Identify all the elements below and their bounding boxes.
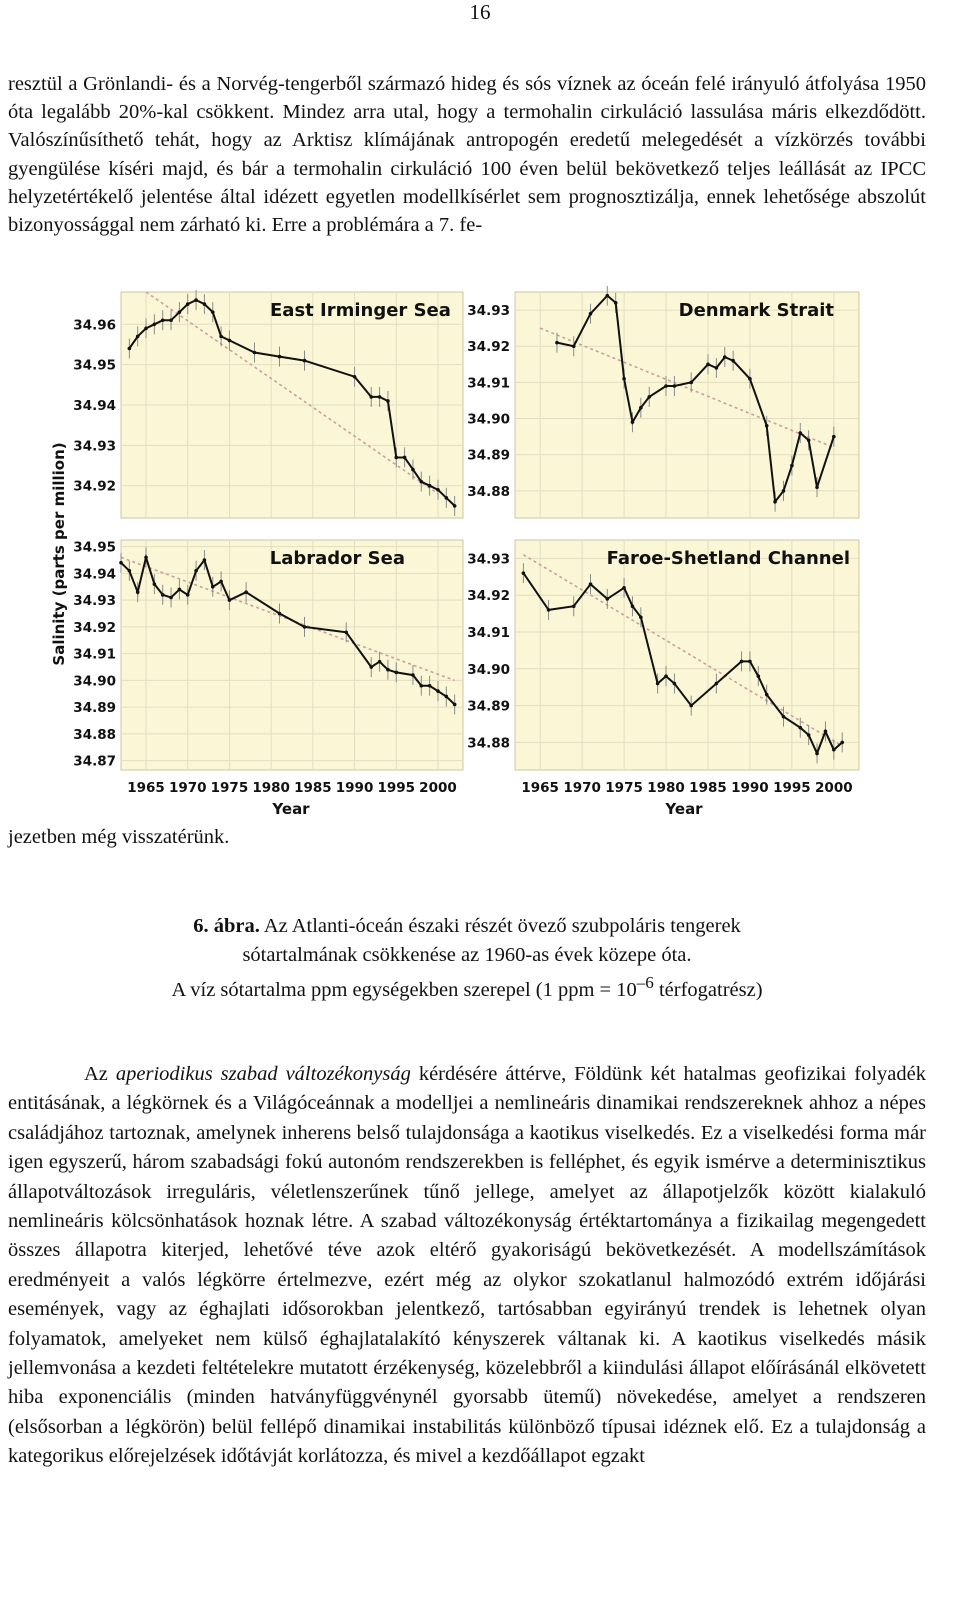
x-tick-label: 1975 (210, 780, 249, 796)
data-point (161, 318, 165, 322)
page-number: 16 (469, 0, 491, 24)
y-tick-label: 34.96 (73, 317, 116, 334)
x-tick-label: 1995 (773, 780, 811, 796)
data-point (605, 294, 609, 298)
data-point (228, 598, 232, 602)
data-point (136, 590, 140, 594)
data-point (186, 302, 190, 306)
y-tick-label: 34.92 (73, 478, 116, 495)
x-tick-label: 1985 (294, 780, 332, 796)
data-point (765, 424, 769, 428)
data-point (673, 682, 677, 686)
caption-text-3a: A víz sótartalma ppm egységekben szerepel (1 ppm = 10 (171, 978, 637, 1001)
data-point (428, 484, 432, 488)
data-point (715, 366, 719, 370)
y-tick-label: 34.92 (467, 588, 510, 605)
data-point (178, 588, 182, 592)
data-point (386, 399, 390, 403)
salinity-figure (40, 286, 900, 820)
data-point (153, 582, 157, 586)
data-point (169, 596, 173, 600)
data-point (790, 464, 794, 468)
data-point (656, 682, 660, 686)
data-point (445, 695, 449, 699)
data-point (639, 406, 643, 410)
y-tick-label: 34.88 (73, 726, 116, 743)
x-tick-label: 1985 (689, 780, 727, 796)
chart-panel-2 (515, 292, 859, 518)
chart-title: Labrador Sea (269, 548, 405, 569)
data-point (436, 689, 440, 693)
data-point (378, 395, 382, 399)
y-tick-label: 34.93 (73, 593, 116, 610)
data-point (614, 301, 618, 305)
x-tick-label: 1970 (563, 780, 601, 796)
data-point (589, 582, 593, 586)
data-point (219, 335, 223, 339)
data-point (673, 384, 677, 388)
data-point (344, 630, 348, 634)
data-point (706, 363, 710, 367)
y-tick-label: 34.95 (73, 357, 116, 374)
data-point (689, 704, 693, 708)
y-tick-label: 34.93 (467, 551, 510, 568)
data-point (119, 561, 123, 565)
data-point (194, 569, 198, 573)
data-point (153, 322, 157, 326)
data-point (664, 384, 668, 388)
data-point (253, 351, 257, 355)
data-point (824, 730, 828, 734)
data-point (303, 625, 307, 629)
data-point (840, 741, 844, 745)
data-point (798, 431, 802, 435)
paragraph-top: resztül a Grönlandi- és a Norvég-tengerből származó hideg és sós víznek az óceán felé irányuló átfolyása 1950 óta legalább 20%-kal csökkent. Mindez arra utal, hogy a termohalin cirkuláció lassulása máris elkezdődött. Valószínűsíthető tehát, hogy az Arktisz klímájának antropogén eredetű melegedését a vízkörzés további gyengülése kíséri majd, és bár a termohalin cirkuláció 100 éven belül bekövetkező teljes leállását az IPCC helyzetértékelő jelentése által idézett egyetlen modellkísérlet sem prognosztizálja, ennek lehetősége abszolút bizonyossággal nem zárható ki. Erre a problémára a 7. fe- (8, 73, 926, 237)
y-tick-label: 34.88 (467, 735, 510, 752)
y-tick-label: 34.91 (467, 375, 510, 392)
data-point (136, 335, 140, 339)
data-point (757, 674, 761, 678)
data-point (403, 456, 407, 460)
caption-text-3b: térfogatrész) (653, 978, 763, 1001)
data-point (622, 586, 626, 590)
data-point (689, 381, 693, 385)
data-point (244, 590, 248, 594)
y-tick-label: 34.90 (73, 673, 116, 690)
data-point (664, 674, 668, 678)
italic-term: aperiodikus szabad változékonyság (115, 1063, 411, 1085)
data-point (436, 488, 440, 492)
data-point (419, 480, 423, 484)
data-point (178, 310, 182, 314)
data-point (369, 665, 373, 669)
data-point (203, 302, 207, 306)
data-point (782, 489, 786, 493)
data-point (715, 682, 719, 686)
data-point (815, 485, 819, 489)
data-point (740, 660, 744, 664)
data-point (219, 580, 223, 584)
y-tick-label: 34.89 (467, 698, 510, 715)
data-point (748, 660, 752, 664)
y-tick-label: 34.93 (467, 303, 510, 320)
data-point (353, 375, 357, 379)
paragraph-continuation: jezetben még visszatérünk. (8, 826, 230, 848)
figure-caption (0, 912, 934, 1004)
data-point (169, 318, 173, 322)
y-tick-label: 34.94 (73, 398, 116, 414)
data-point (228, 339, 232, 343)
x-tick-label: 1990 (731, 780, 769, 796)
data-point (631, 420, 635, 424)
y-tick-label: 34.94 (73, 566, 116, 583)
data-point (211, 310, 215, 314)
x-tick-label: 1990 (335, 780, 374, 796)
data-point (622, 377, 626, 381)
salinity-charts (40, 286, 900, 820)
data-point (555, 341, 559, 345)
data-point (394, 456, 398, 460)
data-point (411, 468, 415, 472)
data-point (394, 671, 398, 675)
data-point (639, 615, 643, 619)
y-tick-label: 34.91 (467, 625, 510, 641)
data-point (144, 556, 148, 560)
data-point (589, 312, 593, 316)
paragraph-bottom-start: Az (84, 1063, 116, 1085)
paragraph-bottom-rest: kérdésére áttérve, Földünk két hatalmas geofizikai folyadék entitásának, a légkörnek és a Világóceánnak a modelljei a nemlineáris dinamikai rendszereknek ahhoz a népes családjához tartoznak, amelynek inherens belső tulajdonsága a kaotikus viselkedés. Ez a viselkedési forma már igen egyszerű, három szabadsági fokú autonóm rendszerekben is felléphet, és egyik ismérve a determinisztikus állapotváltozások irreguláris, véletlenszerűnek tűnő jellege, amelyet az állapotjelzők között kialakuló nemlineáris kölcsönhatások hoznak létre. A szabad változékonyság értéktartománya a fizikailag megengedett összes állapotra kiterjed, lehetővé téve azok eltérő gyakoriságú bekövetkezését. A modellszámítások eredményeit a valós légkörre értelmezve, ezért még az olykor szokatlanul halmozódó extrém időjárási események, vagy az éghajlati idősorokban jelentkező, tartósabban egyirányú trendek is lehetnek olyan folyamatok, amelyeket nem külső éghajlatalakító kényszerek váltanak ki. A kaotikus viselkedés másik jellemvonása a kezdeti feltételekre mutatott érzékenység, közelebbről a kiindulási állapot előírásánál elkövetett hiba exponenciális (minden hatványfüggvénynél gyorsabb ütemű) növekedése, amelyet a rendszeren (elsősorban a légkörön) belül fellépő dinamikai instabilitás különböző típusai idéznek elő. Ez a tulajdonság a kategorikus előrejelzések időtávját korlátozza, és mivel a kezdőállapot egzakt (8, 1063, 927, 1468)
data-point (128, 347, 132, 351)
data-point (605, 597, 609, 601)
data-point (303, 359, 307, 363)
data-point (522, 571, 526, 575)
caption-exponent: –6 (636, 973, 654, 992)
data-point (832, 748, 836, 752)
data-point (782, 715, 786, 719)
y-axis-label: Salinity (parts per million) (50, 442, 68, 666)
data-point (386, 668, 390, 672)
data-point (369, 395, 373, 399)
x-tick-label: 1965 (521, 780, 559, 796)
x-axis-label-right: Year (665, 800, 703, 818)
x-tick-label: 1975 (605, 780, 643, 796)
data-point (631, 604, 635, 608)
data-point (144, 327, 148, 331)
data-point (419, 684, 423, 688)
x-tick-label: 1965 (127, 780, 165, 796)
data-point (723, 355, 727, 359)
paragraph-bottom (8, 1060, 926, 1472)
chart-panel-3 (121, 540, 463, 770)
x-axis-label-left: Year (272, 800, 310, 818)
y-tick-label: 34.93 (73, 438, 116, 455)
chart-title: Faroe-Shetland Channel (606, 548, 850, 569)
data-point (278, 612, 282, 616)
data-point (572, 604, 576, 608)
data-point (547, 608, 551, 612)
data-point (161, 593, 165, 597)
data-point (572, 344, 576, 348)
data-point (765, 693, 769, 697)
x-tick-label: 1970 (168, 780, 207, 796)
data-point (773, 500, 777, 504)
data-point (647, 395, 651, 399)
y-tick-label: 34.87 (73, 753, 116, 770)
data-point (211, 585, 215, 589)
data-point (194, 298, 198, 302)
y-tick-label: 34.92 (73, 619, 116, 636)
x-tick-label: 1980 (647, 780, 685, 796)
data-point (203, 558, 207, 562)
data-point (798, 726, 802, 730)
y-tick-label: 34.91 (73, 646, 116, 663)
data-point (445, 496, 449, 500)
data-point (832, 435, 836, 439)
caption-label: 6. ábra. (193, 915, 260, 937)
chart-title: East Irminger Sea (270, 300, 451, 321)
data-point (428, 684, 432, 688)
data-point (453, 504, 457, 508)
data-point (453, 703, 457, 707)
caption-line-1 (0, 912, 934, 941)
data-point (815, 752, 819, 756)
y-tick-label: 34.90 (467, 411, 510, 428)
data-point (128, 569, 132, 573)
y-tick-label: 34.88 (467, 483, 510, 500)
data-point (186, 593, 190, 597)
data-point (411, 673, 415, 677)
x-tick-label: 2000 (815, 780, 853, 796)
y-tick-label: 34.92 (467, 339, 510, 356)
data-point (748, 377, 752, 381)
chart-title: Denmark Strait (678, 300, 834, 321)
y-tick-label: 34.90 (467, 661, 510, 678)
y-tick-label: 34.95 (73, 539, 116, 556)
data-point (807, 733, 811, 737)
x-tick-label: 1995 (377, 780, 416, 796)
y-tick-label: 34.89 (73, 700, 116, 717)
caption-line-2: sótartalmának csökkenése az 1960-as évek közepe óta. (242, 943, 692, 966)
x-tick-label: 2000 (419, 780, 457, 796)
data-point (278, 355, 282, 359)
x-tick-label: 1980 (252, 780, 290, 796)
y-tick-label: 34.89 (467, 447, 510, 464)
data-point (807, 438, 811, 442)
data-point (731, 359, 735, 363)
caption-text-1: Az Atlanti-óceán északi részét övező szubpoláris tengerek (263, 915, 741, 937)
data-point (378, 660, 382, 664)
caption-line-3 (0, 969, 934, 1004)
